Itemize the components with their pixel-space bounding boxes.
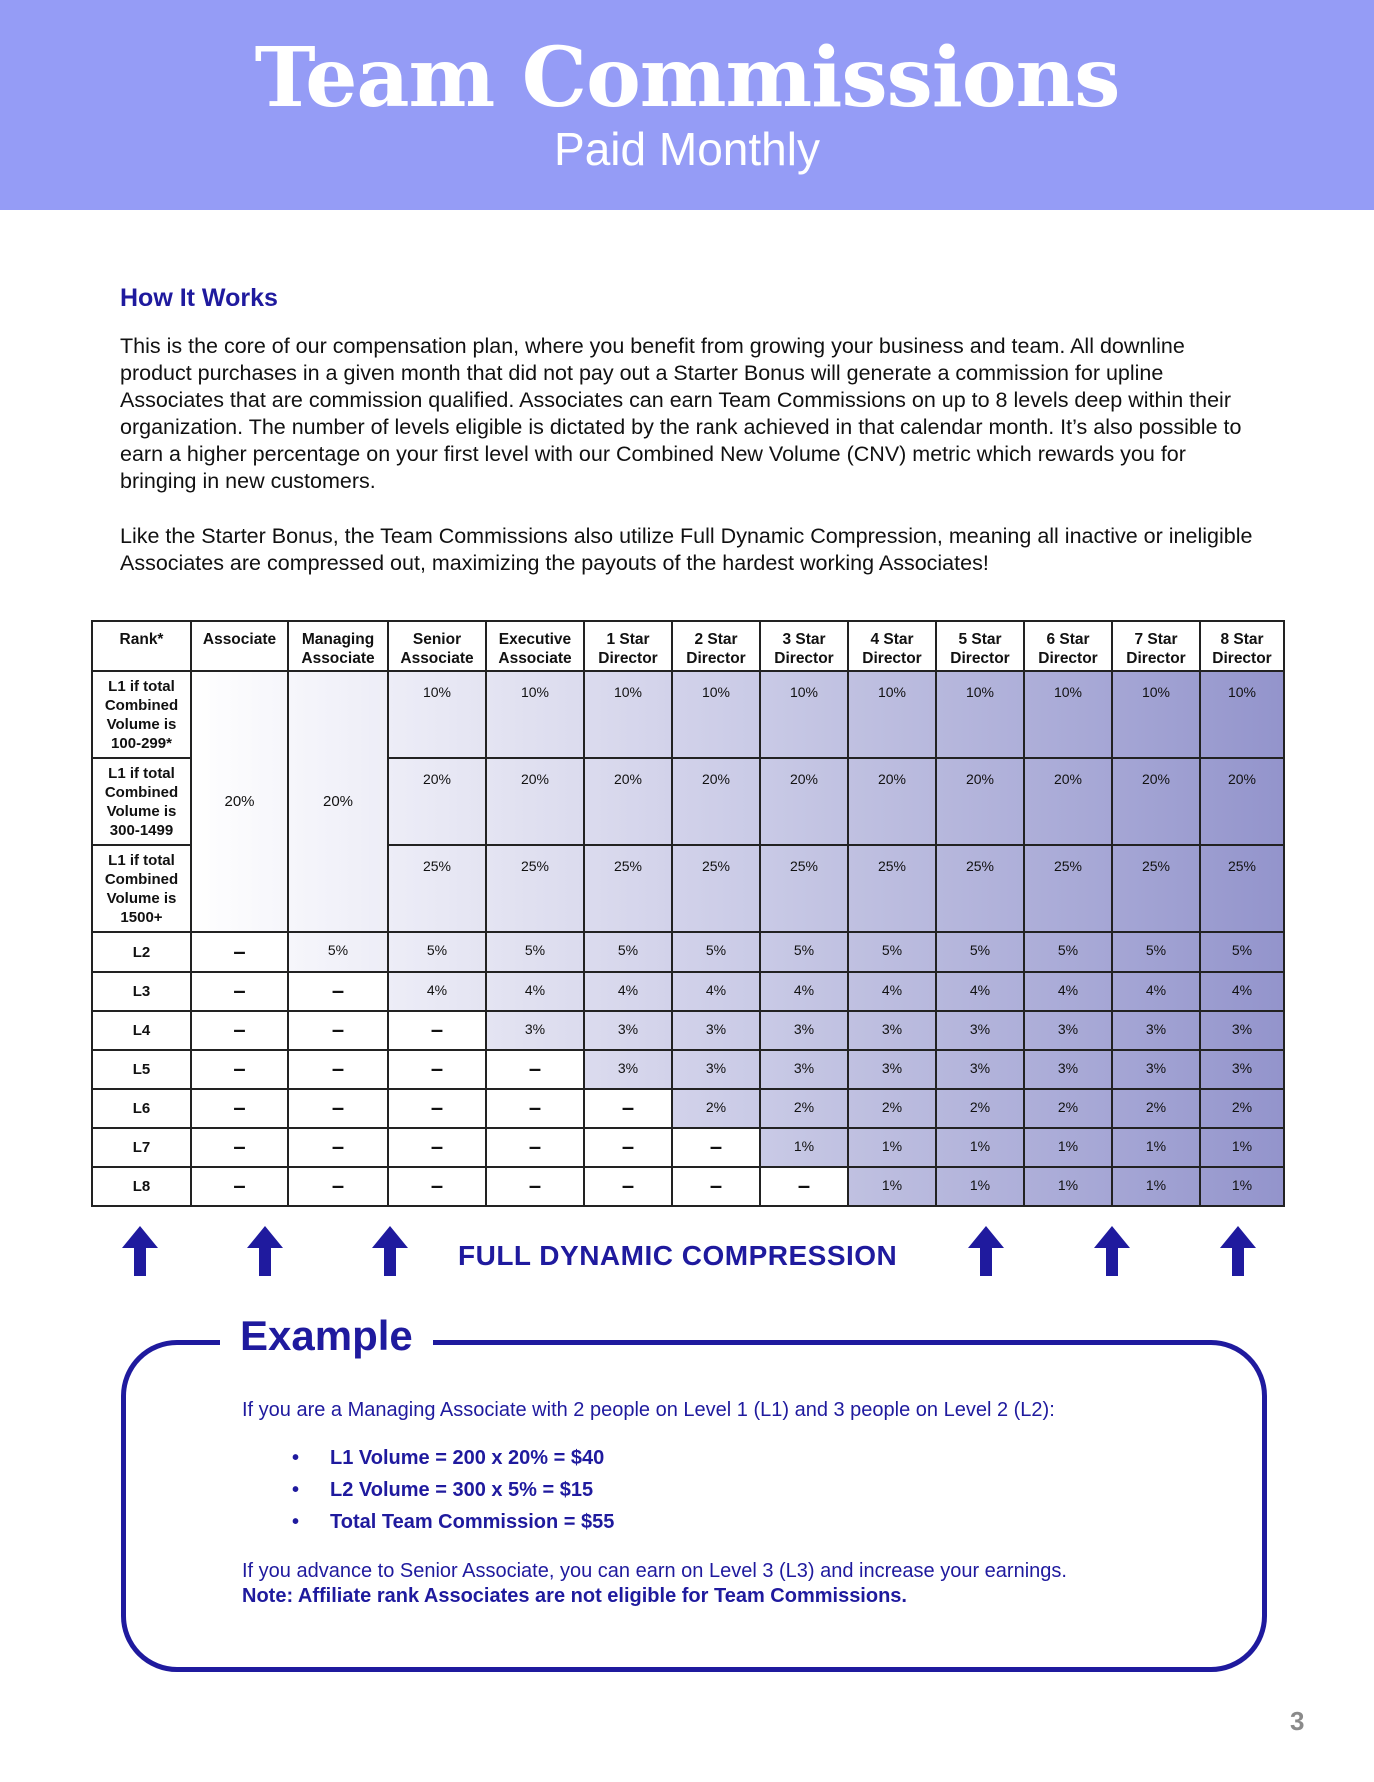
table-row <box>92 1011 1284 1050</box>
table-cell: 20% <box>936 758 1024 845</box>
table-cell: – <box>191 1128 288 1167</box>
compression-paragraph: Like the Starter Bonus, the Team Commissions also utilize Full Dynamic Compression, meaning all inactive or ineligible Associates are compressed out, maximizing the payouts of the hardest working Associates! <box>120 524 1253 575</box>
column-header: Managing Associate <box>288 621 388 671</box>
table-cell: 10% <box>584 671 672 758</box>
table-cell: 25% <box>486 845 584 932</box>
table-cell: 1% <box>1200 1167 1284 1206</box>
list-item: • Total Team Commission = $55 <box>292 1511 615 1533</box>
intro-paragraph: This is the core of our compensation plan, where you benefit from growing your business and team. All downline product purchases in a given month that did not pay out a Starter Bonus will generate a commission for upline Associates that are commission qualified. Associates can earn Team Commissions on up to 8 levels deep within their organization. The number of levels eligible is dictated by the rank achieved in that calendar month. It’s also possible to earn a higher percentage on your first level with our Combined New Volume (CNV) metric which rewards you for bringing in new customers. <box>120 334 1242 493</box>
table-row <box>92 972 1284 1011</box>
table-cell: 1% <box>848 1167 936 1206</box>
table-cell: 20% <box>191 671 288 932</box>
example-advance: If you advance to Senior Associate, you can earn on Level 3 (L3) and increase your earnings. <box>242 1560 1067 1582</box>
table-cell: – <box>288 1128 388 1167</box>
table-cell: – <box>486 1050 584 1089</box>
table-cell: 25% <box>936 845 1024 932</box>
table-cell: – <box>388 1011 486 1050</box>
table-cell: 3% <box>848 1011 936 1050</box>
column-header: 8 Star Director <box>1200 621 1284 671</box>
table-cell: 3% <box>1200 1011 1284 1050</box>
table-cell: 25% <box>1024 845 1112 932</box>
table-cell: 10% <box>672 671 760 758</box>
table-cell: 4% <box>760 972 848 1011</box>
example-bullets <box>290 1446 614 1542</box>
table-cell: 5% <box>1112 932 1200 971</box>
example-title: Example <box>220 1312 433 1360</box>
rank-label: L7 <box>92 1128 191 1167</box>
table-cell: 3% <box>1200 1050 1284 1089</box>
table-cell: – <box>191 932 288 971</box>
table-row <box>92 1128 1284 1167</box>
table-row <box>92 932 1284 971</box>
table-header-row <box>92 621 1284 671</box>
rank-label: L2 <box>92 932 191 971</box>
table-cell: – <box>288 1050 388 1089</box>
table-cell: 4% <box>672 972 760 1011</box>
table-row <box>92 1167 1284 1206</box>
bullet-icon: • <box>292 1511 300 1533</box>
up-arrow-icon <box>1092 1226 1132 1276</box>
table-cell: 25% <box>584 845 672 932</box>
rank-label: L1 if total Combined Volume is 1500+ <box>92 845 191 932</box>
table-cell: 4% <box>848 972 936 1011</box>
table-cell: 20% <box>388 758 486 845</box>
example-intro: If you are a Managing Associate with 2 people on Level 1 (L1) and 3 people on Level 2 (L2): <box>242 1399 1055 1421</box>
table-cell: – <box>584 1128 672 1167</box>
table-cell: 10% <box>760 671 848 758</box>
table-cell: – <box>191 1011 288 1050</box>
table-cell: 3% <box>584 1050 672 1089</box>
table-cell: 10% <box>1024 671 1112 758</box>
commission-table <box>91 620 1285 1207</box>
table-cell: 2% <box>1112 1089 1200 1128</box>
table-cell: 5% <box>486 932 584 971</box>
table-cell: 3% <box>760 1050 848 1089</box>
table-cell: 3% <box>1024 1011 1112 1050</box>
table-cell: 5% <box>848 932 936 971</box>
table-cell: – <box>191 1050 288 1089</box>
section-title: How It Works <box>120 284 278 312</box>
table-cell: 10% <box>1200 671 1284 758</box>
up-arrow-icon <box>370 1226 410 1276</box>
table-cell: 4% <box>1200 972 1284 1011</box>
column-header: 5 Star Director <box>936 621 1024 671</box>
table-cell: 3% <box>760 1011 848 1050</box>
table-cell: 3% <box>1112 1050 1200 1089</box>
table-cell: 20% <box>1024 758 1112 845</box>
list-item: • L2 Volume = 300 x 5% = $15 <box>292 1479 594 1501</box>
table-cell: 1% <box>1024 1167 1112 1206</box>
table-cell: – <box>486 1167 584 1206</box>
table-cell: 2% <box>848 1089 936 1128</box>
table-cell: 1% <box>1200 1128 1284 1167</box>
compression-label: FULL DYNAMIC COMPRESSION <box>458 1240 898 1271</box>
table-cell: – <box>288 972 388 1011</box>
column-header: 7 Star Director <box>1112 621 1200 671</box>
table-cell: 1% <box>760 1128 848 1167</box>
column-header: 2 Star Director <box>672 621 760 671</box>
table-cell: 1% <box>1024 1128 1112 1167</box>
up-arrow-icon <box>1218 1226 1258 1276</box>
table-row <box>92 671 1284 758</box>
table-cell: 3% <box>486 1011 584 1050</box>
table-cell: 2% <box>936 1089 1024 1128</box>
column-header: Senior Associate <box>388 621 486 671</box>
rank-label: L5 <box>92 1050 191 1089</box>
table-cell: – <box>388 1050 486 1089</box>
table-cell: 20% <box>486 758 584 845</box>
rank-label: L1 if total Combined Volume is 100-299* <box>92 671 191 758</box>
table-cell: 10% <box>388 671 486 758</box>
table-cell: 2% <box>760 1089 848 1128</box>
table-cell: 5% <box>584 932 672 971</box>
table-cell: 4% <box>486 972 584 1011</box>
table-cell: 20% <box>288 671 388 932</box>
table-cell: – <box>388 1167 486 1206</box>
table-cell: 3% <box>1024 1050 1112 1089</box>
table-cell: – <box>191 1089 288 1128</box>
table-cell: 4% <box>936 972 1024 1011</box>
table-cell: 3% <box>672 1011 760 1050</box>
table-cell: 5% <box>760 932 848 971</box>
table-cell: – <box>672 1128 760 1167</box>
column-header: Rank* <box>92 621 191 671</box>
table-cell: 20% <box>760 758 848 845</box>
table-cell: – <box>388 1089 486 1128</box>
table-cell: 5% <box>936 932 1024 971</box>
table-cell: 4% <box>1024 972 1112 1011</box>
table-cell: – <box>760 1167 848 1206</box>
table-cell: – <box>288 1167 388 1206</box>
table-cell: 20% <box>848 758 936 845</box>
bullet-icon: • <box>292 1479 300 1501</box>
column-header: 6 Star Director <box>1024 621 1112 671</box>
table-cell: 1% <box>848 1128 936 1167</box>
rank-label: L1 if total Combined Volume is 300-1499 <box>92 758 191 845</box>
rank-label: L4 <box>92 1011 191 1050</box>
table-cell: 20% <box>584 758 672 845</box>
table-cell: 25% <box>388 845 486 932</box>
table-cell: 1% <box>1112 1128 1200 1167</box>
table-cell: 10% <box>1112 671 1200 758</box>
column-header: Executive Associate <box>486 621 584 671</box>
table-cell: 4% <box>1112 972 1200 1011</box>
rank-label: L8 <box>92 1167 191 1206</box>
table-cell: 2% <box>1024 1089 1112 1128</box>
page-subtitle: Paid Monthly <box>554 123 820 175</box>
column-header: 4 Star Director <box>848 621 936 671</box>
table-cell: 25% <box>760 845 848 932</box>
column-header: 3 Star Director <box>760 621 848 671</box>
column-header: Associate <box>191 621 288 671</box>
table-cell: 5% <box>288 932 388 971</box>
example-note: Note: Affiliate rank Associates are not eligible for Team Commissions. <box>242 1585 907 1607</box>
table-cell: – <box>584 1089 672 1128</box>
table-cell: 3% <box>584 1011 672 1050</box>
table-cell: – <box>486 1128 584 1167</box>
page-number: 3 <box>1290 1706 1305 1736</box>
table-cell: 4% <box>388 972 486 1011</box>
table-cell: 3% <box>936 1050 1024 1089</box>
table-cell: 25% <box>848 845 936 932</box>
table-cell: 5% <box>1200 932 1284 971</box>
up-arrow-icon <box>120 1226 160 1276</box>
table-cell: 20% <box>672 758 760 845</box>
table-cell: – <box>584 1167 672 1206</box>
bullet-icon: • <box>292 1447 300 1469</box>
up-arrow-icon <box>966 1226 1006 1276</box>
table-cell: 3% <box>936 1011 1024 1050</box>
table-cell: 5% <box>388 932 486 971</box>
table-row <box>92 1050 1284 1089</box>
table-cell: – <box>672 1167 760 1206</box>
table-cell: 25% <box>1112 845 1200 932</box>
table-cell: 10% <box>486 671 584 758</box>
table-cell: 20% <box>1200 758 1284 845</box>
table-cell: 20% <box>1112 758 1200 845</box>
table-cell: – <box>191 1167 288 1206</box>
up-arrow-icon <box>245 1226 285 1276</box>
table-cell: 1% <box>936 1128 1024 1167</box>
table-cell: 2% <box>1200 1089 1284 1128</box>
column-header: 1 Star Director <box>584 621 672 671</box>
table-cell: – <box>486 1089 584 1128</box>
page-title: Team Commissions <box>254 30 1120 126</box>
table-row <box>92 1089 1284 1128</box>
table-cell: 1% <box>936 1167 1024 1206</box>
table-cell: – <box>288 1011 388 1050</box>
table-cell: 10% <box>936 671 1024 758</box>
table-cell: 5% <box>1024 932 1112 971</box>
page-header <box>0 0 1374 210</box>
table-cell: 10% <box>848 671 936 758</box>
rank-label: L6 <box>92 1089 191 1128</box>
table-cell: 4% <box>584 972 672 1011</box>
rank-label: L3 <box>92 972 191 1011</box>
table-cell: 2% <box>672 1089 760 1128</box>
table-cell: 3% <box>672 1050 760 1089</box>
list-item: • L1 Volume = 200 x 20% = $40 <box>292 1447 605 1469</box>
table-cell: – <box>388 1128 486 1167</box>
table-cell: 1% <box>1112 1167 1200 1206</box>
table-cell: 3% <box>1112 1011 1200 1050</box>
table-cell: 25% <box>1200 845 1284 932</box>
table-cell: – <box>191 972 288 1011</box>
table-cell: 5% <box>672 932 760 971</box>
table-cell: 3% <box>848 1050 936 1089</box>
table-cell: – <box>288 1089 388 1128</box>
table-cell: 25% <box>672 845 760 932</box>
